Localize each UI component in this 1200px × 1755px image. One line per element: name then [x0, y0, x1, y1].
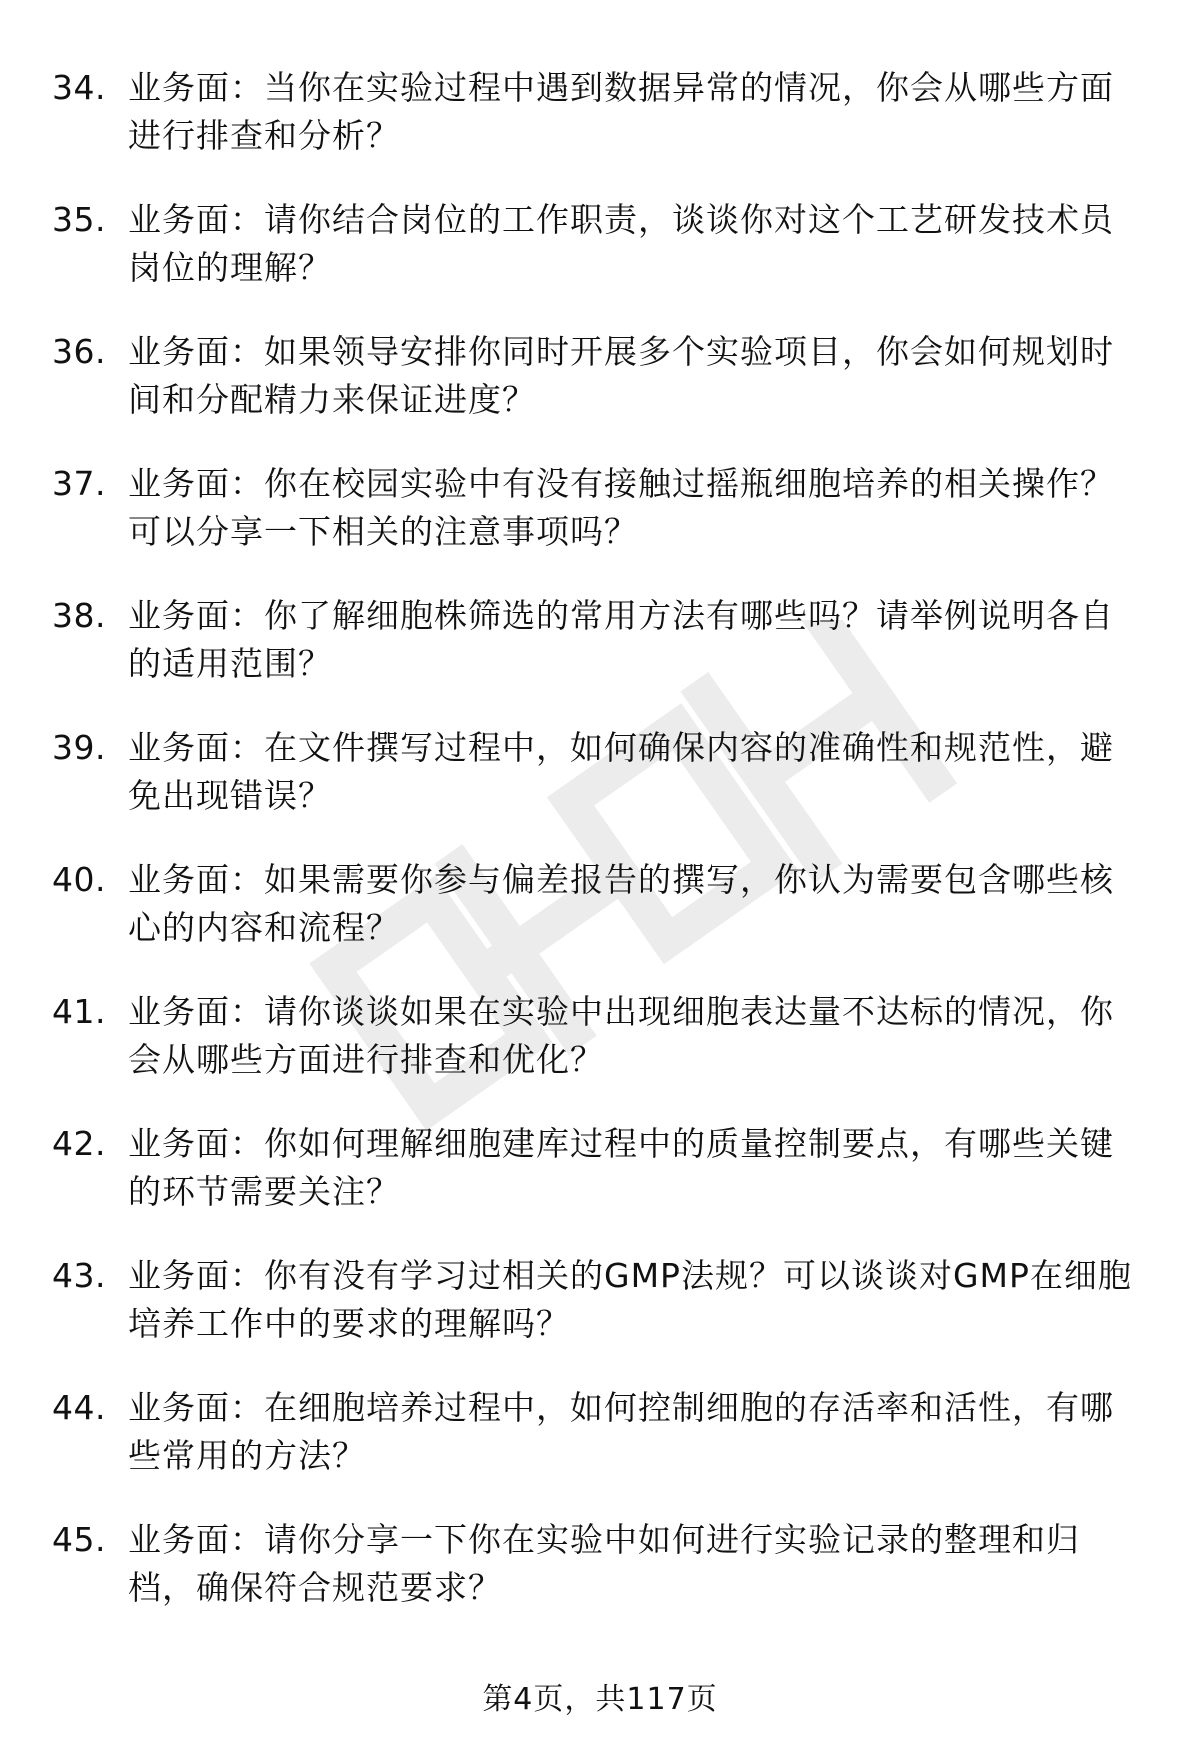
list-item	[0, 1384, 1200, 1516]
list-item	[0, 64, 1200, 196]
item-text: 业务面：当你在实验过程中遇到数据异常的情况，你会从哪些方面进行排查和分析？	[128, 68, 1114, 155]
item-number: 45.	[52, 1520, 106, 1559]
item-text: 业务面：你了解细胞株筛选的常用方法有哪些吗？请举例说明各自的适用范围？	[128, 596, 1114, 683]
item-text: 业务面：请你结合岗位的工作职责，谈谈你对这个工艺研发技术员岗位的理解？	[128, 200, 1114, 287]
list-item	[0, 1252, 1200, 1384]
item-text: 业务面：在细胞培养过程中，如何控制细胞的存活率和活性，有哪些常用的方法？	[128, 1388, 1114, 1475]
page-footer: 第4页，共117页	[482, 1682, 718, 1717]
list-item	[0, 724, 1200, 856]
list-item	[0, 1120, 1200, 1252]
item-number: 36.	[52, 332, 106, 371]
list-item	[0, 592, 1200, 724]
item-text: 业务面：如果需要你参与偏差报告的撰写，你认为需要包含哪些核心的内容和流程？	[128, 860, 1114, 947]
list-item	[0, 460, 1200, 592]
item-text: 业务面：你在校园实验中有没有接触过摇瓶细胞培养的相关操作？可以分享一下相关的注意事项吗？	[128, 464, 1114, 551]
item-text: 业务面：你如何理解细胞建库过程中的质量控制要点，有哪些关键的环节需要关注？	[128, 1124, 1114, 1211]
item-number: 41.	[52, 992, 106, 1031]
item-number: 38.	[52, 596, 106, 635]
item-text: 业务面：请你谈谈如果在实验中出现细胞表达量不达标的情况，你会从哪些方面进行排查和优化？	[128, 992, 1114, 1079]
item-text: 业务面：在文件撰写过程中，如何确保内容的准确性和规范性，避免出现错误？	[128, 728, 1114, 815]
item-number: 35.	[52, 200, 106, 239]
question-list	[0, 64, 1200, 1648]
item-number: 40.	[52, 860, 106, 899]
list-item	[0, 856, 1200, 988]
item-text: 业务面：请你分享一下你在实验中如何进行实验记录的整理和归档，确保符合规范要求？	[128, 1520, 1080, 1607]
item-number: 37.	[52, 464, 106, 503]
item-text: 业务面：如果领导安排你同时开展多个实验项目，你会如何规划时间和分配精力来保证进度？	[128, 332, 1114, 419]
list-item	[0, 328, 1200, 460]
item-number: 34.	[52, 68, 106, 107]
item-number: 43.	[52, 1256, 106, 1295]
item-number: 39.	[52, 728, 106, 767]
item-number: 42.	[52, 1124, 106, 1163]
item-number: 44.	[52, 1388, 106, 1427]
list-item	[0, 196, 1200, 328]
list-item	[0, 988, 1200, 1120]
item-text: 业务面：你有没有学习过相关的GMP法规？可以谈谈对GMP在细胞培养工作中的要求的理解吗？	[128, 1256, 1132, 1343]
list-item	[0, 1516, 1200, 1648]
